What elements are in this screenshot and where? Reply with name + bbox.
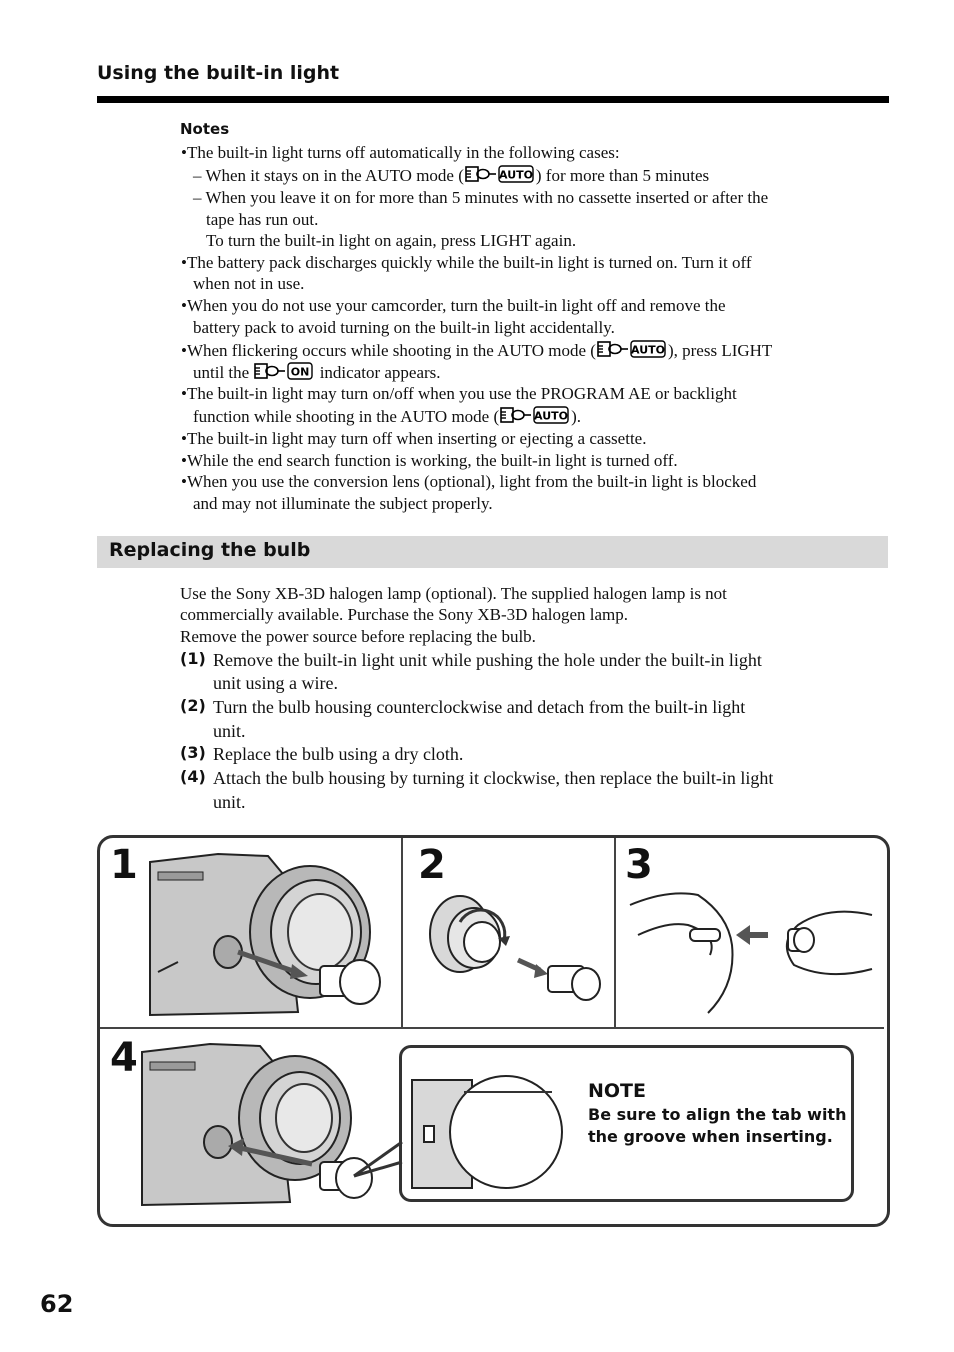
title-rule: [97, 96, 889, 103]
svg-text:AUTO: AUTO: [630, 343, 665, 357]
camcorder-illustration: [148, 852, 388, 1018]
bulb-tab-closeup: [410, 1072, 590, 1196]
note-line: •When you do not use your camcorder, turn the built-in light off and remove the: [181, 296, 726, 315]
note-line: •The battery pack discharges quickly while the built-in light is turned on. Turn it off: [181, 253, 752, 272]
svg-text:AUTO: AUTO: [498, 168, 533, 182]
panel-divider: [401, 838, 403, 1028]
note-line: [193, 165, 709, 186]
note-text: Be sure to align the tab with: [588, 1105, 847, 1124]
panel-number: 3: [625, 842, 653, 888]
note-title: NOTE: [588, 1080, 646, 1102]
note-line: •The built-in light may turn off when inserting or ejecting a cassette.: [181, 429, 647, 448]
light-on-icon: [254, 362, 314, 380]
step-number: (3): [180, 743, 206, 762]
notes-title: Notes: [180, 120, 230, 138]
camcorder-illustration: [140, 1042, 380, 1208]
note-line: •The built-in light may turn on/off when you use the PROGRAM AE or backlight: [181, 384, 737, 403]
bulb-housing-illustration: [412, 892, 608, 1012]
note-line: •When you use the conversion lens (optional), light from the built-in light is blocked: [181, 472, 757, 491]
step-text: Replace the bulb using a dry cloth.: [213, 744, 464, 764]
note-text: •When flickering occurs while shooting in the AUTO mode (: [181, 341, 596, 360]
subheading-title: Replacing the bulb: [109, 539, 311, 561]
note-text: ), press LIGHT: [667, 341, 773, 360]
note-line: [181, 340, 772, 361]
panel-number: 4: [110, 1035, 138, 1081]
panel-number: 1: [110, 842, 138, 888]
light-auto-icon: [500, 406, 570, 424]
note-line: and may not illuminate the subject properly.: [193, 494, 493, 513]
step-text: unit.: [213, 721, 246, 741]
note-text: the groove when inserting.: [588, 1127, 833, 1146]
note-line: [193, 362, 441, 383]
step-text: Turn the bulb housing counterclockwise and detach from the built-in light: [213, 697, 746, 717]
step-text: Attach the bulb housing by turning it clockwise, then replace the built-in light: [213, 768, 774, 788]
note-text: ) for more than 5 minutes: [535, 166, 710, 185]
panel-divider: [614, 838, 616, 1028]
note-text: – When it stays on in the AUTO mode (: [193, 166, 464, 185]
step-number: (4): [180, 767, 206, 786]
svg-text:ON: ON: [291, 365, 310, 379]
step-number: (1): [180, 649, 206, 668]
hands-illustration: [628, 885, 874, 1017]
note-text: indicator appears.: [319, 363, 441, 382]
callout-pointer: [350, 1140, 404, 1180]
note-text: until the: [193, 363, 250, 382]
note-line: •The built-in light turns off automatically in the following cases:: [181, 143, 620, 162]
note-line: •While the end search function is working, the built-in light is turned off.: [181, 451, 678, 470]
note-line: – When you leave it on for more than 5 minutes with no cassette inserted or after the: [193, 188, 769, 207]
step-text: unit using a wire.: [213, 673, 338, 693]
step-text: unit.: [213, 792, 246, 812]
intro-line: commercially available. Purchase the Sony XB-3D halogen lamp.: [180, 605, 629, 624]
panel-divider: [100, 1027, 884, 1029]
note-line: tape has run out.: [206, 210, 319, 229]
intro-line: Use the Sony XB-3D halogen lamp (optional). The supplied halogen lamp is not: [180, 584, 727, 603]
note-line: battery pack to avoid turning on the built-in light accidentally.: [193, 318, 615, 337]
step-text: Remove the built-in light unit while pushing the hole under the built-in light: [213, 650, 762, 670]
section-title: Using the built-in light: [97, 62, 340, 84]
panel-number: 2: [418, 842, 446, 888]
note-line: when not in use.: [193, 274, 305, 293]
note-line: To turn the built-in light on again, press LIGHT again.: [206, 231, 577, 250]
step-number: (2): [180, 696, 206, 715]
note-text: ).: [571, 407, 582, 426]
light-auto-icon: [465, 165, 535, 183]
page-number: 62: [40, 1290, 74, 1318]
svg-text:AUTO: AUTO: [534, 409, 569, 423]
intro-line: Remove the power source before replacing the bulb.: [180, 627, 536, 646]
note-line: [193, 406, 581, 427]
light-auto-icon: [597, 340, 667, 358]
note-text: function while shooting in the AUTO mode (: [193, 407, 500, 426]
